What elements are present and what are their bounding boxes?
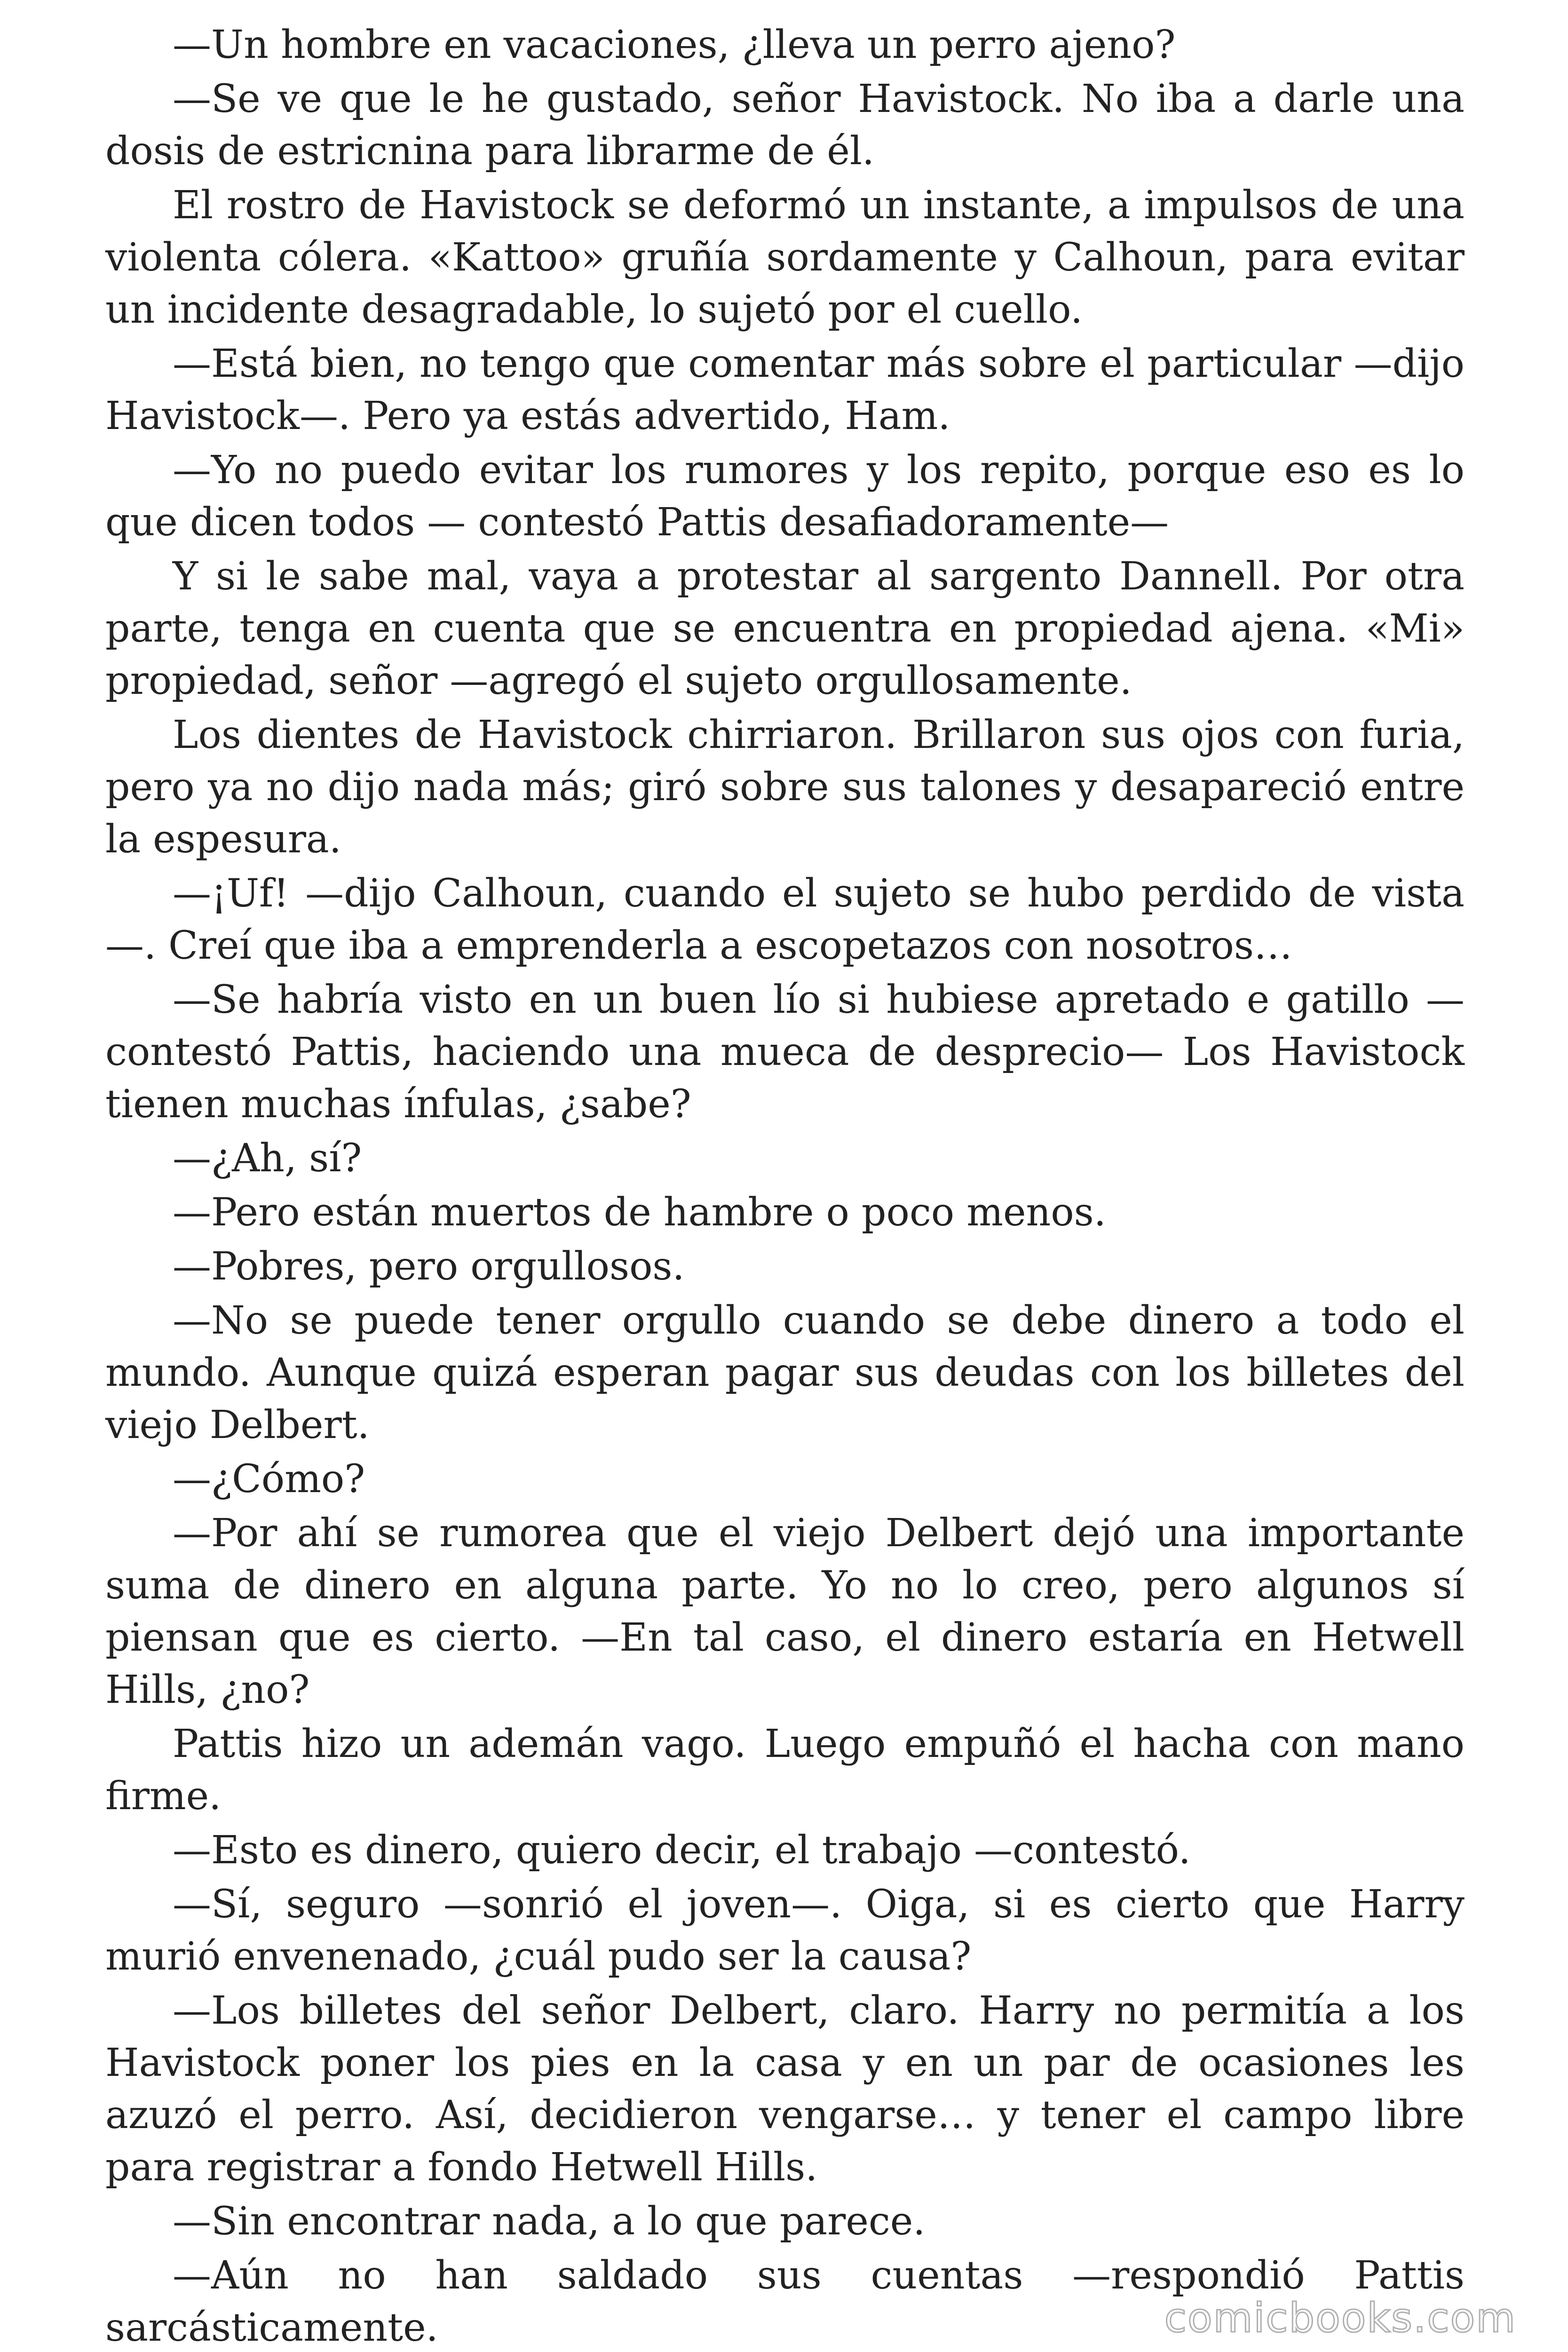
paragraph-12: —Pobres, pero orgullosos. xyxy=(173,1244,685,1289)
paragraph-14: —¿Cómo? xyxy=(173,1457,365,1502)
paragraph-21: —Aún no han saldado sus cuentas —respondió Pattis sarcásticamente. xyxy=(105,2253,1465,2350)
paragraph-17: —Esto es dinero, quiero decir, el trabajo —contestó. xyxy=(173,1828,1191,1873)
paragraph-5: —Yo no puedo evitar los rumores y los repito, porque eso es lo que dicen todos — contestó Pattis desafiadoramente— xyxy=(105,448,1465,545)
paragraph-1: —Un hombre en vacaciones, ¿lleva un perro ajeno? xyxy=(173,23,1176,67)
paragraph-2: —Se ve que le he gustado, señor Havistock. No iba a darle una dosis de estricnina para librarme de él. xyxy=(105,77,1465,174)
paragraph-9: —Se habría visto en un buen lío si hubiese apretado e gatillo — contestó Pattis, haciendo una mueca de desprecio— Los Havistock tienen muchas ínfulas, ¿sabe? xyxy=(105,977,1465,1127)
paragraph-18: —Sí, seguro —sonrió el joven—. Oiga, si es cierto que Harry murió envenenado, ¿cuál pudo ser la causa? xyxy=(105,1882,1465,1979)
watermark: comicbooks.com xyxy=(1164,2295,1516,2342)
paragraph-20: —Sin encontrar nada, a lo que parece. xyxy=(173,2199,926,2244)
paragraph-4: —Está bien, no tengo que comentar más sobre el particular —dijo Havistock—. Pero ya estás advertido, Ham. xyxy=(105,342,1465,438)
paragraph-7: Los dientes de Havistock chirriaron. Brillaron sus ojos con furia, pero ya no dijo nada más; giró sobre sus talones y desapareció entre la espesura. xyxy=(105,713,1465,862)
paragraph-16: Pattis hizo un ademán vago. Luego empuñó el hacha con mano firme. xyxy=(105,1722,1465,1819)
paragraph-15: —Por ahí se rumorea que el viejo Delbert dejó una importante suma de dinero en alguna parte. Yo no lo creo, pero algunos sí piensan que es cierto. —En tal caso, el dinero estaría en Hetwell Hills, ¿no? xyxy=(105,1511,1465,1712)
paragraph-11: —Pero están muertos de hambre o poco menos. xyxy=(173,1190,1106,1235)
paragraph-13: —No se puede tener orgullo cuando se debe dinero a todo el mundo. Aunque quizá esperan pagar sus deudas con los billetes del viejo Delbert. xyxy=(105,1298,1465,1447)
paragraph-19: —Los billetes del señor Delbert, claro. Harry no permitía a los Havistock poner los pies en la casa y en un par de ocasiones les azuzó el perro. Así, decidieron vengarse… y tener el campo libre para registrar a fondo Hetwell Hills. xyxy=(105,1988,1465,2190)
paragraph-8: —¡Uf! —dijo Calhoun, cuando el sujeto se hubo perdido de vista—. Creí que iba a emprenderla a escopetazos con nosotros… xyxy=(105,871,1465,968)
paragraph-10: —¿Ah, sí? xyxy=(173,1136,362,1181)
body-text xyxy=(105,19,1465,2352)
paragraph-6: Y si le sabe mal, vaya a protestar al sargento Dannell. Por otra parte, tenga en cuenta que se encuentra en propiedad ajena. «Mi» propiedad, señor —agregó el sujeto orgullosamente. xyxy=(105,554,1465,703)
paragraph-3: El rostro de Havistock se deformó un instante, a impulsos de una violenta cólera. «Kattoo» gruñía sordamente y Calhoun, para evitar un incidente desagradable, lo sujetó por el cuello. xyxy=(105,183,1465,332)
